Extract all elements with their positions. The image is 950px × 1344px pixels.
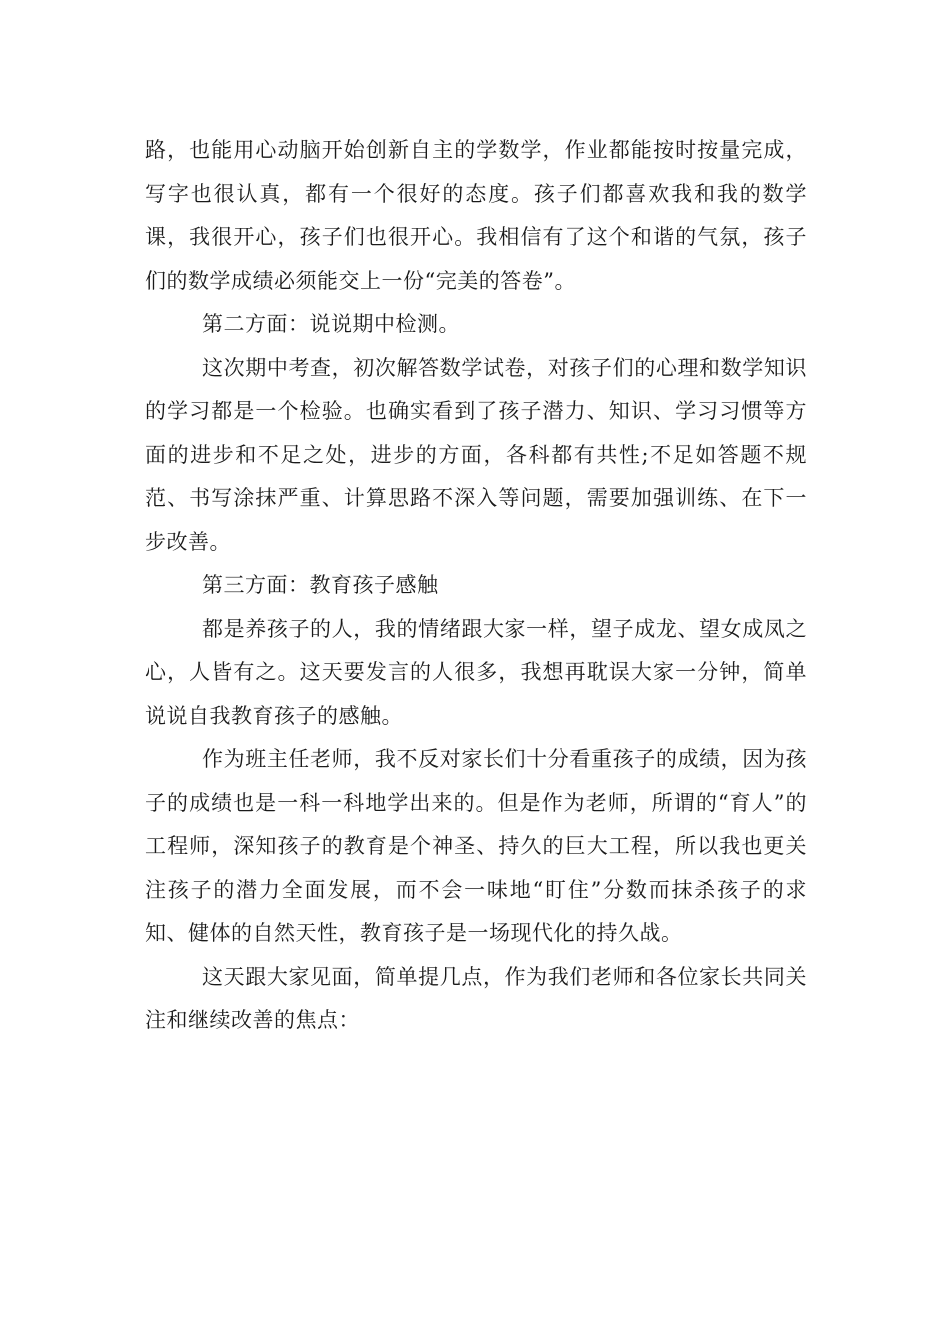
paragraph-focus: 这天跟大家见面，简单提几点，作为我们老师和各位家长共同关注和继续改善的焦点：: [145, 964, 807, 1032]
paragraph-parents: 都是养孩子的人，我的情绪跟大家一样，望子成龙、望女成凤之心，人皆有之。这天要发言的人很多，我想再耽误大家一分钟，简单说说自我教育孩子的感触。: [145, 616, 807, 728]
paragraph-teacher: 作为班主任老师，我不反对家长们十分看重孩子的成绩，因为孩子的成绩也是一科一科地学出来的。但是作为老师，所谓的“育人”的工程师，深知孩子的教育是个神圣、持久的巨大工程，所以我也更关注孩子的潜力全面发展，而不会一味地“盯住”分数而抹杀孩子的求知、健体的自然天性，教育孩子是一场现代化的持久战。: [145, 747, 807, 945]
section-heading-2: 第二方面：说说期中检测。: [202, 312, 460, 336]
section-heading-3: 第三方面：教育孩子感触: [202, 573, 439, 597]
paragraph-midterm: 这次期中考查，初次解答数学试卷，对孩子们的心理和数学知识的学习都是一个检验。也确实看到了孩子潜力、知识、学习习惯等方面的进步和不足之处，进步的方面，各科都有共性;不足如答题不规范、书写涂抹严重、计算思路不深入等问题，需要加强训练、在下一步改善。: [145, 355, 807, 554]
document-body: [145, 129, 807, 1043]
paragraph-continued: 路，也能用心动脑开始创新自主的学数学，作业都能按时按量完成，写字也很认真，都有一个很好的态度。孩子们都喜欢我和我的数学课，我很开心，孩子们也很开心。我相信有了这个和谐的气氛，孩子们的数学成绩必须能交上一份“完美的答卷”。: [145, 138, 807, 293]
